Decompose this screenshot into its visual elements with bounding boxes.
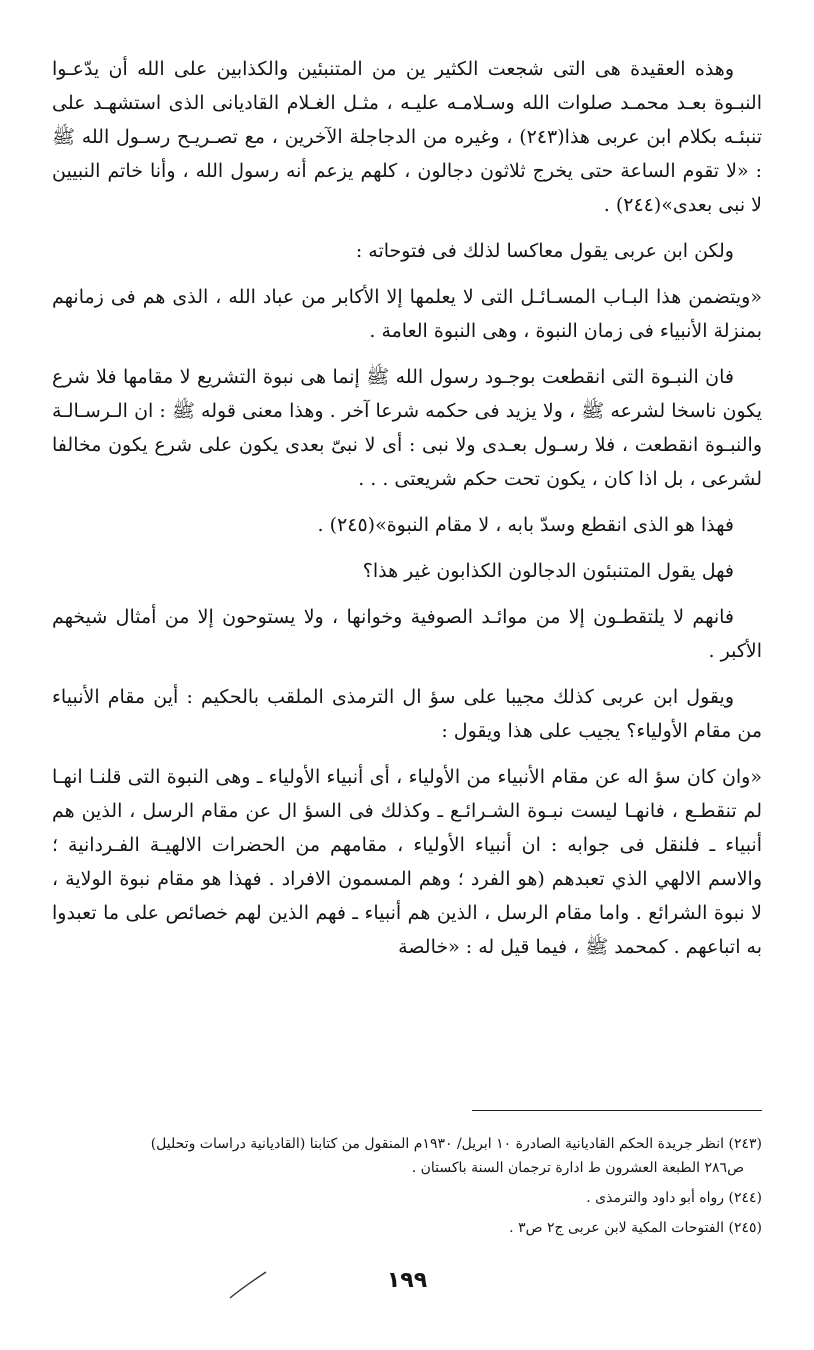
footnote-continuation: ص٢٨٦ الطبعة العشرون ط ادارة ترجمان السنة باكستان . <box>411 1160 744 1176</box>
paragraph: فهذا هو الذى انقطع وسدّ بابه ، لا مقام النبوة»(٢٤٥) . <box>317 514 734 536</box>
paragraph: فان النبـوة التى انقطعت بوجـود رسول الله ﷺ إنما هى نبوة التشريع لا مقامها فلا شرع يكون ناسخا لشرعه ﷺ ، ولا يزيد فى حكمه شرعا آخر . وهذا معنى قوله ﷺ : ان الـرسـالـة والنبـوة انقطعت ، فلا رسـول بعـدى ولا نبى : أى لا نبىّ بعدى يكون على شرع يكون مخالفا لشرعى ، بل اذا كان ، يكون تحت حكم شريعتى . . . <box>52 366 763 490</box>
footnote: (٢٤٣) انظر جريدة الحكم القاديانية الصادرة ١٠ ابريل/ ١٩٣٠م المنقول من كتابنا (القاديانية دراسات وتحليل) <box>150 1136 762 1152</box>
quote-paragraph: «ويتضمن هذا البـاب المسـائـل التى لا يعلمها إلا الأكابر من عباد الله ، الذى هم فى زمانهم بمنزلة الأنبياء فى زمان النبوة ، وهى النبوة العامة . <box>52 286 762 342</box>
footnote-divider <box>472 1110 762 1111</box>
paragraph: فانهم لا يلتقطـون إلا من موائـد الصوفية وخوانها ، ولا يستوحون إلا من أمثال شيخهم الأكبر . <box>52 606 762 662</box>
pen-mark-icon <box>228 1270 268 1300</box>
page-number: ١٩٩ <box>386 1268 428 1293</box>
paragraph: فهل يقول المتنبئون الدجالون الكذابون غير هذا؟ <box>362 560 734 582</box>
paragraph: ويقول ابن عربى كذلك مجيبا على سؤ ال الترمذى الملقب بالحكيم : أين مقام الأنبياء من مقام الأولياء؟ يجيب على هذا ويقول : <box>52 686 762 742</box>
quote-paragraph: «وان كان سؤ اله عن مقام الأنبياء من الأولياء ، أى أنبياء الأولياء ـ وهى النبوة التى قلنـا انهـا لم تنقطـع ، فانهـا ليست نبـوة الشـرائـع ـ وكذلك فى السؤ ال عن مقام الرسل ، الذين هم أنبياء ـ فلنقل فى جوابه : ان أنبياء الأولياء ، مقامهم من الحضرات الالهيـة الفـردانية ؛ والاسم الالهي الذي تعبدهم (هو الفرد ؛ وهم المسمون الافراد . فهذا هو مقام نبوة الولاية ، لا نبوة الشرائع . واما مقام الرسل ، الذين هم أنبياء ـ فهم الذين لهم خصائص على ما تعبدوا به اتباعهم . كمحمد ﷺ ، فيما قيل له : «خالصة <box>52 766 762 958</box>
footnote: (٢٤٤) رواه أبو داود والترمذى . <box>586 1190 762 1206</box>
paragraph: ولكن ابن عربى يقول معاكسا لذلك فى فتوحاته : <box>355 240 734 262</box>
footnote: (٢٤٥) الفتوحات المكية لابن عربى ج٢ ص٣ . <box>509 1220 762 1236</box>
main-text <box>52 52 762 964</box>
footnotes <box>52 1132 762 1246</box>
paragraph: وهذه العقيدة هى التى شجعت الكثير ين من المتنبئين والكذابين على الله أن يدّعـوا النبـوة بعـد محمـد صلوات الله وسـلامـه عليـه ، مثـل الغـلام القاديانى الذى استشهـد على تنبئـه بكلام ابن عربى هذا(٢٤٣) ، وغيره من الدجاجلة الآخرين ، مع تصـريـح رسـول الله ﷺ : «لا تقوم الساعة حتى يخرج ثلاثون دجالون ، كلهم يزعم أنه رسول الله ، وأنا خاتم النبيين لا نبى بعدى»(٢٤٤) . <box>52 58 762 216</box>
